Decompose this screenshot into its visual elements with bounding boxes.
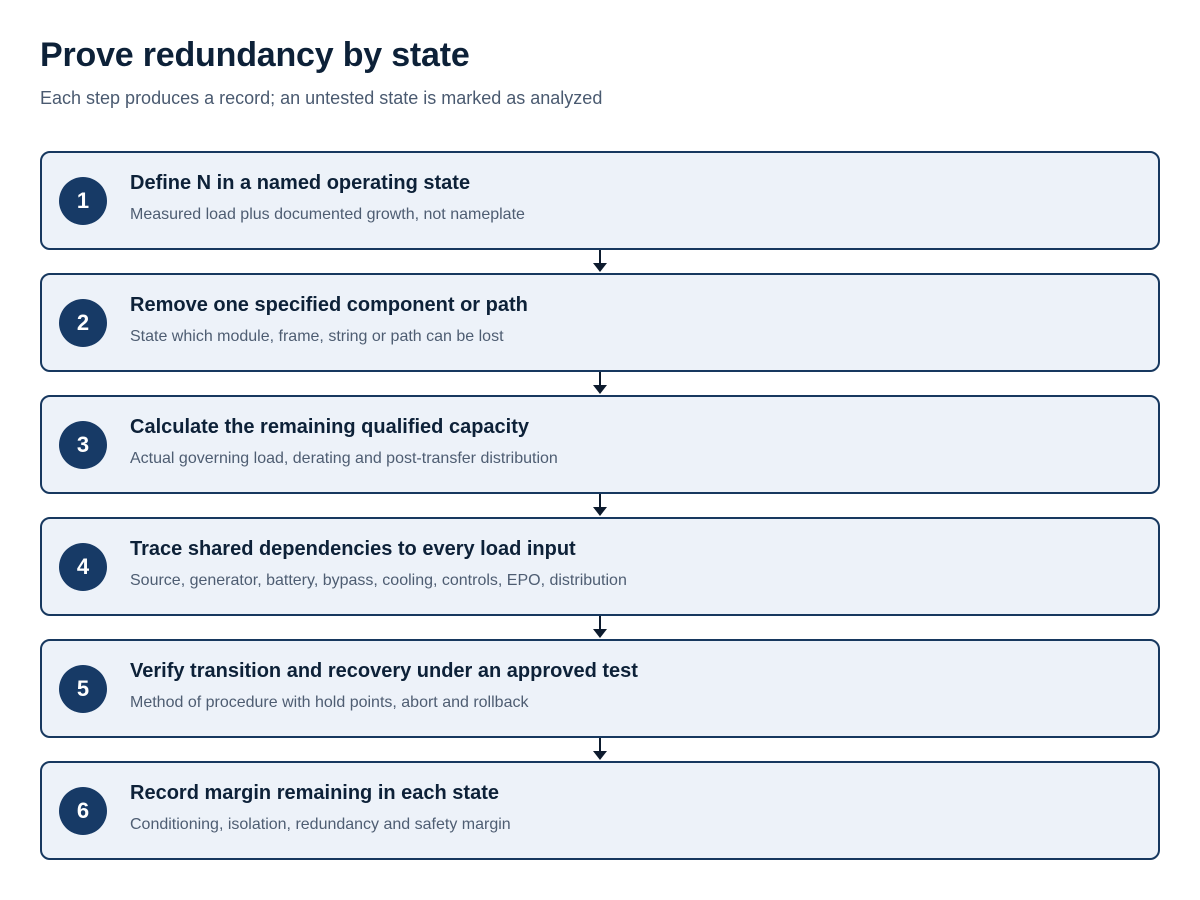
step-card-1 — [40, 151, 1160, 250]
flow-connector — [40, 372, 1160, 395]
step-number-badge: 3 — [59, 421, 107, 469]
step-card-4 — [40, 517, 1160, 616]
step-card-2 — [40, 273, 1160, 372]
arrow-down-icon — [593, 616, 607, 639]
step-card-6 — [40, 761, 1160, 860]
step-title: Calculate the remaining qualified capacity — [130, 416, 530, 438]
page-subtitle: Each step produces a record; an untested state is marked as analyzed — [40, 88, 603, 108]
step-number-badge: 6 — [59, 787, 107, 835]
flow-connector — [40, 250, 1160, 273]
arrow-down-icon — [593, 372, 607, 395]
step-card-3 — [40, 395, 1160, 494]
step-number-badge: 1 — [59, 177, 107, 225]
arrow-down-icon — [593, 494, 607, 517]
step-description: Conditioning, isolation, redundancy and safety margin — [130, 816, 511, 833]
step-number-badge: 2 — [59, 299, 107, 347]
step-title: Define N in a named operating state — [130, 172, 471, 194]
flow-connector — [40, 616, 1160, 639]
step-number-badge: 4 — [59, 543, 107, 591]
page-title: Prove redundancy by state — [40, 36, 470, 74]
flow-connector — [40, 738, 1160, 761]
flow-connector — [40, 494, 1160, 517]
step-description: Source, generator, battery, bypass, cooling, controls, EPO, distribution — [130, 572, 627, 589]
step-description: State which module, frame, string or path can be lost — [130, 328, 504, 345]
step-title: Remove one specified component or path — [130, 294, 528, 316]
process-flow — [40, 151, 1160, 860]
step-description: Actual governing load, derating and post-transfer distribution — [130, 450, 558, 467]
arrow-down-icon — [593, 738, 607, 761]
step-number-badge: 5 — [59, 665, 107, 713]
step-description: Method of procedure with hold points, abort and rollback — [130, 694, 529, 711]
step-title: Record margin remaining in each state — [130, 782, 499, 804]
arrow-down-icon — [593, 250, 607, 273]
step-card-5 — [40, 639, 1160, 738]
step-title: Verify transition and recovery under an approved test — [130, 660, 638, 682]
step-description: Measured load plus documented growth, not nameplate — [130, 206, 525, 223]
step-title: Trace shared dependencies to every load input — [130, 538, 576, 560]
